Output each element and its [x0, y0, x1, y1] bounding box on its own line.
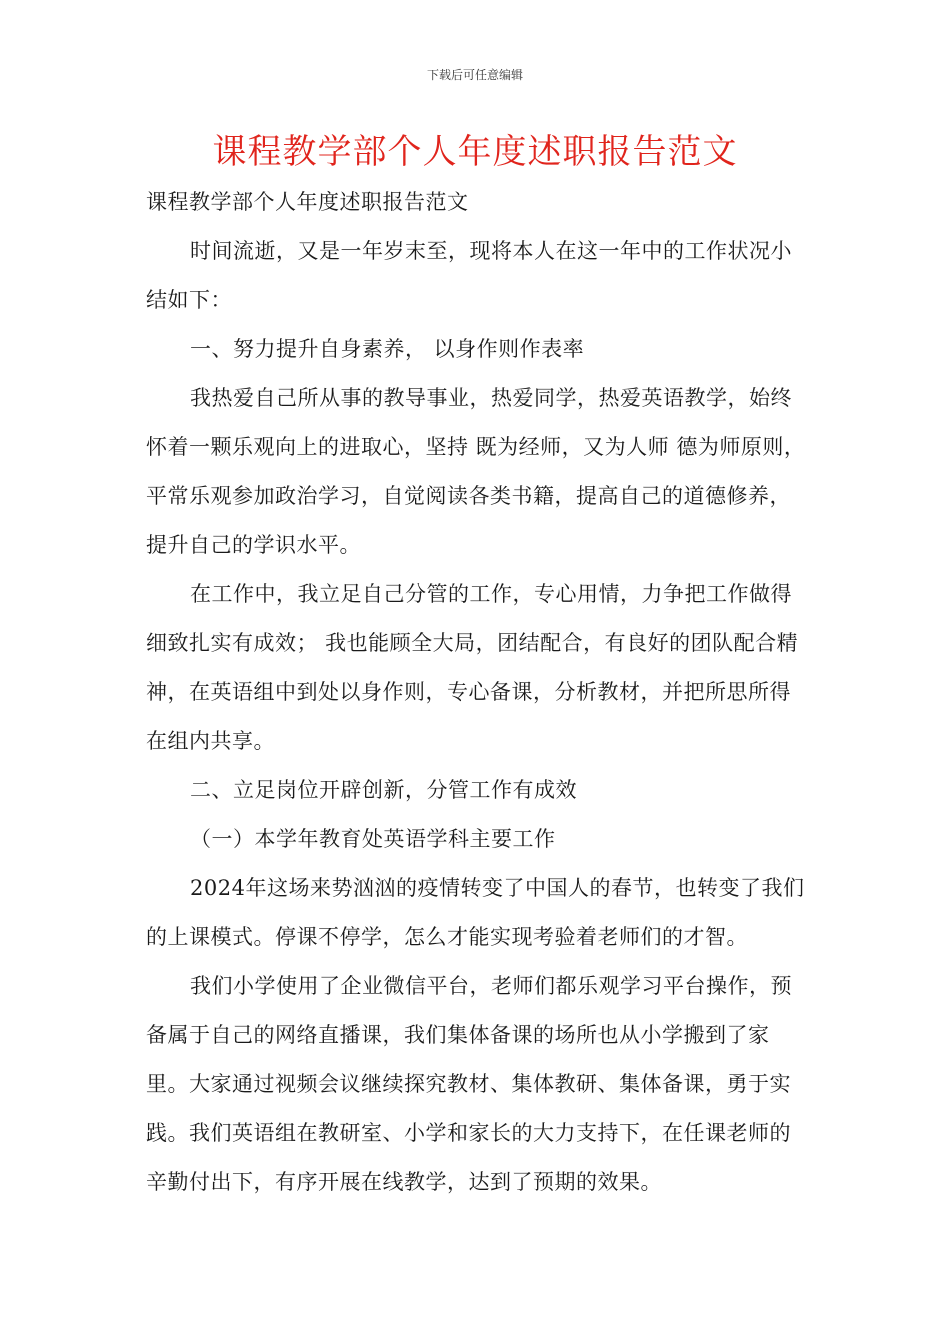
subsection-heading-1: （一）本学年教育处英语学科主要工作 — [190, 827, 556, 851]
document-subtitle: 课程教学部个人年度述职报告范文 — [146, 190, 469, 214]
paragraph-pandemic: 2024年这场来势汹汹的疫情转变了中国人的春节，也转变了我们的上课模式。停课不停学，怎么才能实现考验着老师们的才智。 — [146, 876, 805, 949]
document-title: 课程教学部个人年度述职报告范文 — [212, 132, 738, 172]
document-body — [146, 178, 806, 1207]
header-note: 下载后可任意编辑 — [426, 68, 523, 82]
paragraph-intro: 时间流逝，又是一年岁末至，现将本人在这一年中的工作状况小结如下： — [146, 239, 792, 312]
paragraph-online-teaching: 我们小学使用了企业微信平台，老师们都乐观学习平台操作，预备属于自己的网络直播课，我们集体备课的场所也从小学搬到了家里。大家通过视频会议继续探究教材、集体教研、集体备课，勇于实践。我们英语组在教研室、小学和家长的大力支持下，在任课老师的辛勤付出下，有序开展在线教学，达到了预期的效果。 — [146, 974, 792, 1194]
section-heading-1: 一、努力提升自身素养， 以身作则作表率 — [190, 337, 585, 361]
section-heading-2: 二、立足岗位开辟创新，分管工作有成效 — [190, 778, 577, 802]
paragraph-work-attitude: 在工作中，我立足自己分管的工作，专心用情，力争把工作做得细致扎实有成效； 我也能顾全大局，团结配合，有良好的团队配合精神，在英语组中到处以身作则，专心备课，分析教材，并把所思所得在组内共享。 — [146, 582, 799, 753]
paragraph-dedication: 我热爱自己所从事的教导事业，热爱同学，热爱英语教学，始终怀着一颗乐观向上的进取心，坚持 既为经师，又为人师 德为师原则，平常乐观参加政治学习，自觉阅读各类书籍，提高自己的道德修养，提升自己的学识水平。 — [146, 386, 806, 557]
